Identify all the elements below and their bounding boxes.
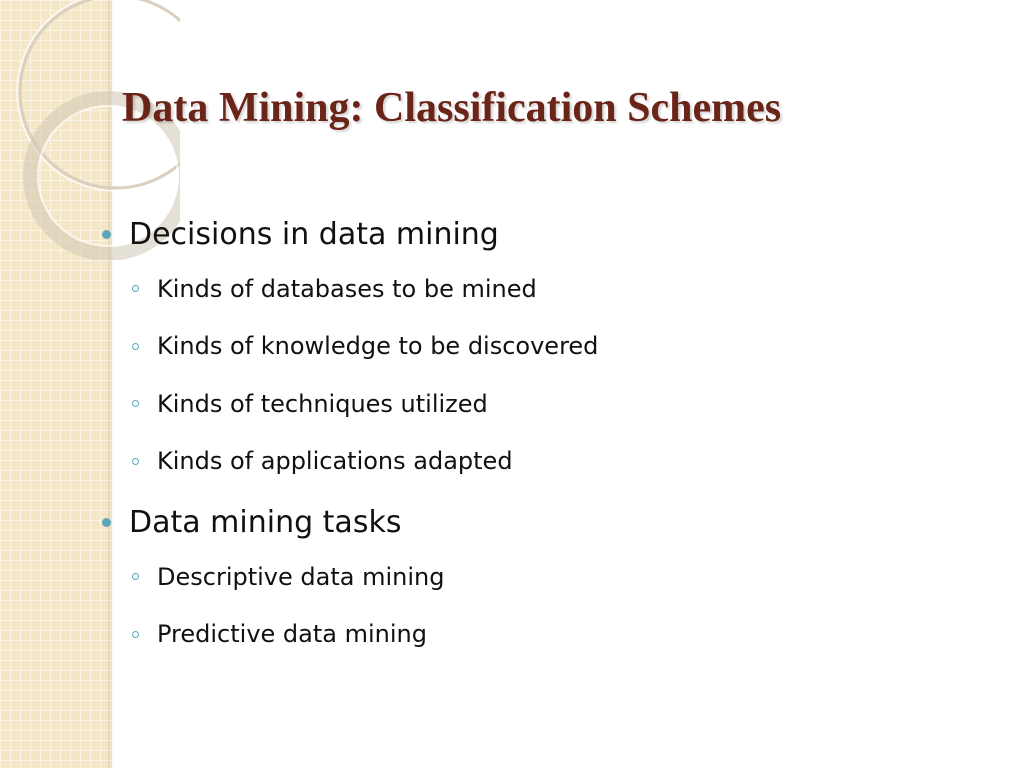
bullet-text: Decisions in data mining [129, 216, 499, 252]
sub-bullet-item [100, 433, 980, 491]
sub-bullet-ring-icon [132, 631, 139, 638]
bullet-text: Data mining tasks [129, 504, 402, 540]
sub-bullet-item [100, 375, 980, 433]
sub-bullet-text: Kinds of databases to be mined [157, 274, 537, 303]
sub-bullet-text: Descriptive data mining [157, 562, 445, 591]
sub-bullet-item [100, 260, 980, 318]
bullet-dot-icon [102, 518, 111, 527]
sub-bullet-item [100, 318, 980, 376]
sub-bullet-text: Kinds of applications adapted [157, 447, 513, 476]
sub-bullet-ring-icon [132, 400, 139, 407]
bullet-dot-icon [102, 230, 111, 239]
sub-bullet-list [100, 548, 980, 663]
sub-bullet-ring-icon [132, 573, 139, 580]
sub-bullet-text: Predictive data mining [157, 620, 427, 649]
slide-title: Data Mining: Classification Schemes [122, 85, 782, 131]
sub-bullet-ring-icon [132, 343, 139, 350]
sub-bullet-text: Kinds of knowledge to be discovered [157, 332, 599, 361]
bullet-list [100, 208, 980, 669]
sub-bullet-list [100, 260, 980, 490]
bullet-item [100, 208, 980, 260]
sub-bullet-item [100, 606, 980, 664]
sub-bullet-item [100, 548, 980, 606]
bullet-item [100, 496, 980, 548]
sub-bullet-ring-icon [132, 285, 139, 292]
sub-bullet-text: Kinds of techniques utilized [157, 389, 488, 418]
sub-bullet-ring-icon [132, 458, 139, 465]
